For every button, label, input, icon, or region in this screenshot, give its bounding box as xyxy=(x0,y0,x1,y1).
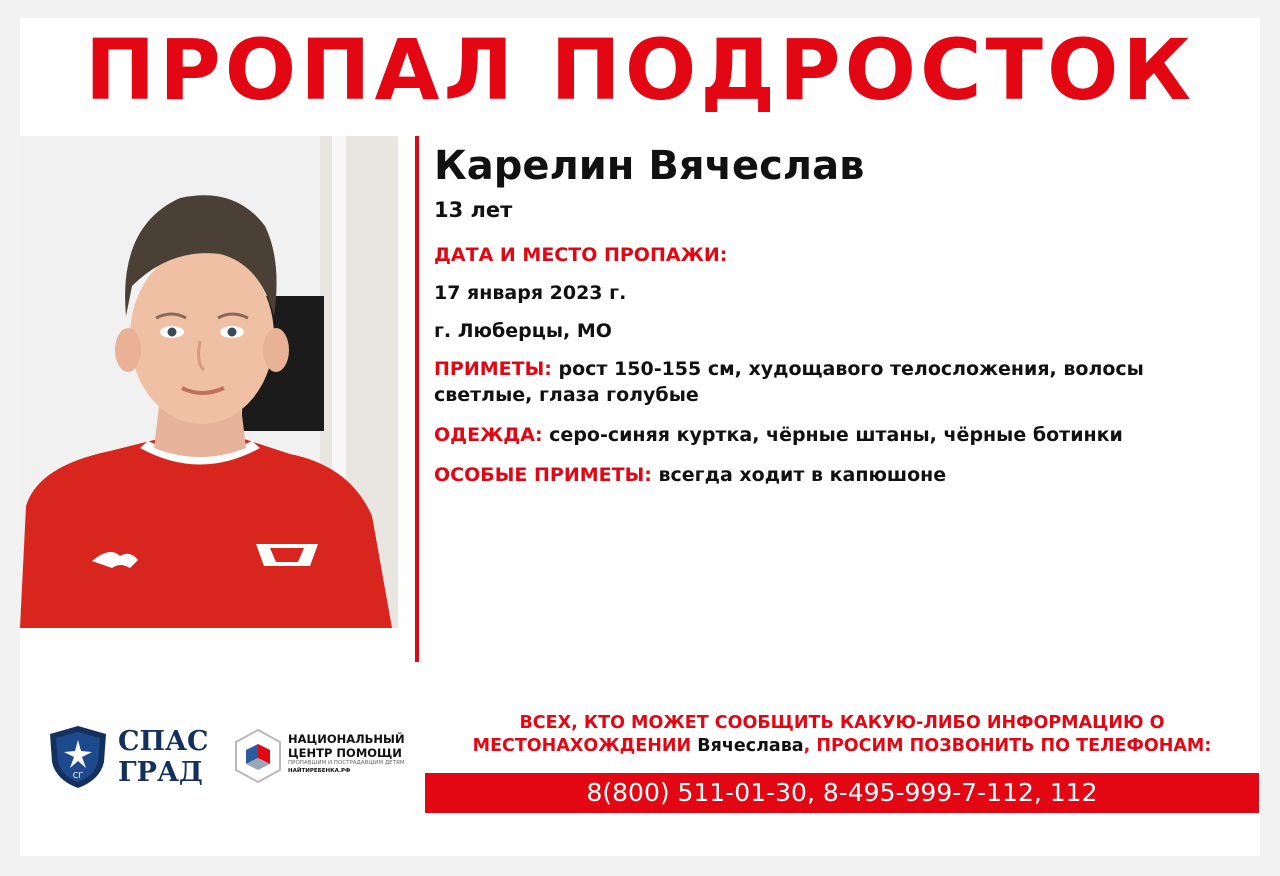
special-signs-label: ОСОБЫЕ ПРИМЕТЫ: xyxy=(434,464,652,486)
disappearance-place: г. Люберцы, МО xyxy=(434,320,612,342)
shield-emblem-text: СГ xyxy=(72,771,84,780)
appeal-name: Вячеслава xyxy=(697,736,804,756)
person-name: Карелин Вячеслав xyxy=(434,143,865,189)
spas-grad-text xyxy=(118,726,208,788)
shield-icon xyxy=(46,724,110,790)
ncp-site: НАЙТИРЕБЕНКА.РФ xyxy=(288,768,351,774)
clothes-label: ОДЕЖДА: xyxy=(434,424,543,446)
appeal-line2-pre: МЕСТОНАХОЖДЕНИИ xyxy=(472,736,692,756)
poster-headline: ПРОПАЛ ПОДРОСТОК xyxy=(84,21,1196,119)
appeal-line2-post: , ПРОСИМ ПОЗВОНИТЬ ПО ТЕЛЕФОНАМ: xyxy=(803,736,1212,756)
person-age: 13 лет xyxy=(434,198,513,222)
signs-label: ПРИМЕТЫ: xyxy=(434,358,552,380)
special-signs-text: всегда ходит в капюшоне xyxy=(658,464,947,486)
missing-person-photo xyxy=(20,136,398,628)
person-info xyxy=(434,138,1244,488)
ncp-line1: НАЦИОНАЛЬНЫЙ xyxy=(288,732,405,746)
phone-numbers-bar: 8(800) 511-01-30, 8-495-999-7-112, 112 xyxy=(425,773,1259,813)
clothes-text: серо-синяя куртка, чёрные штаны, чёрные ботинки xyxy=(549,424,1123,446)
disappearance-date: 17 января 2023 г. xyxy=(434,282,627,304)
ncp-sub: ПРОПАВШИМ И ПОСТРАДАВШИМ ДЕТЯМ xyxy=(288,760,405,766)
special-signs-row xyxy=(434,462,1244,488)
ncp-text xyxy=(288,732,405,775)
spas-line1: СПАС xyxy=(118,726,209,757)
appeal-line1: ВСЕХ, КТО МОЖЕТ СООБЩИТЬ КАКУЮ-ЛИБО ИНФОРМАЦИЮ О xyxy=(519,713,1165,733)
national-help-center-logo xyxy=(232,724,432,790)
appeal-text xyxy=(425,712,1259,758)
disappearance-title: ДАТА И МЕСТО ПРОПАЖИ: xyxy=(434,244,728,266)
signs-text: рост 150-155 см, худощавого телосложения, волосы светлые, глаза голубые xyxy=(434,358,1144,406)
red-divider xyxy=(415,136,419,662)
appeal-line2 xyxy=(425,735,1259,758)
signs-row xyxy=(434,356,1244,408)
ncp-line2: ЦЕНТР ПОМОЩИ xyxy=(288,746,402,760)
spas-grad-logo xyxy=(46,724,216,790)
spas-line2: ГРАД xyxy=(118,757,203,788)
missing-poster xyxy=(20,18,1260,856)
photo-illustration xyxy=(20,136,398,628)
clothes-row xyxy=(434,422,1244,448)
hexagon-icon xyxy=(232,728,284,784)
